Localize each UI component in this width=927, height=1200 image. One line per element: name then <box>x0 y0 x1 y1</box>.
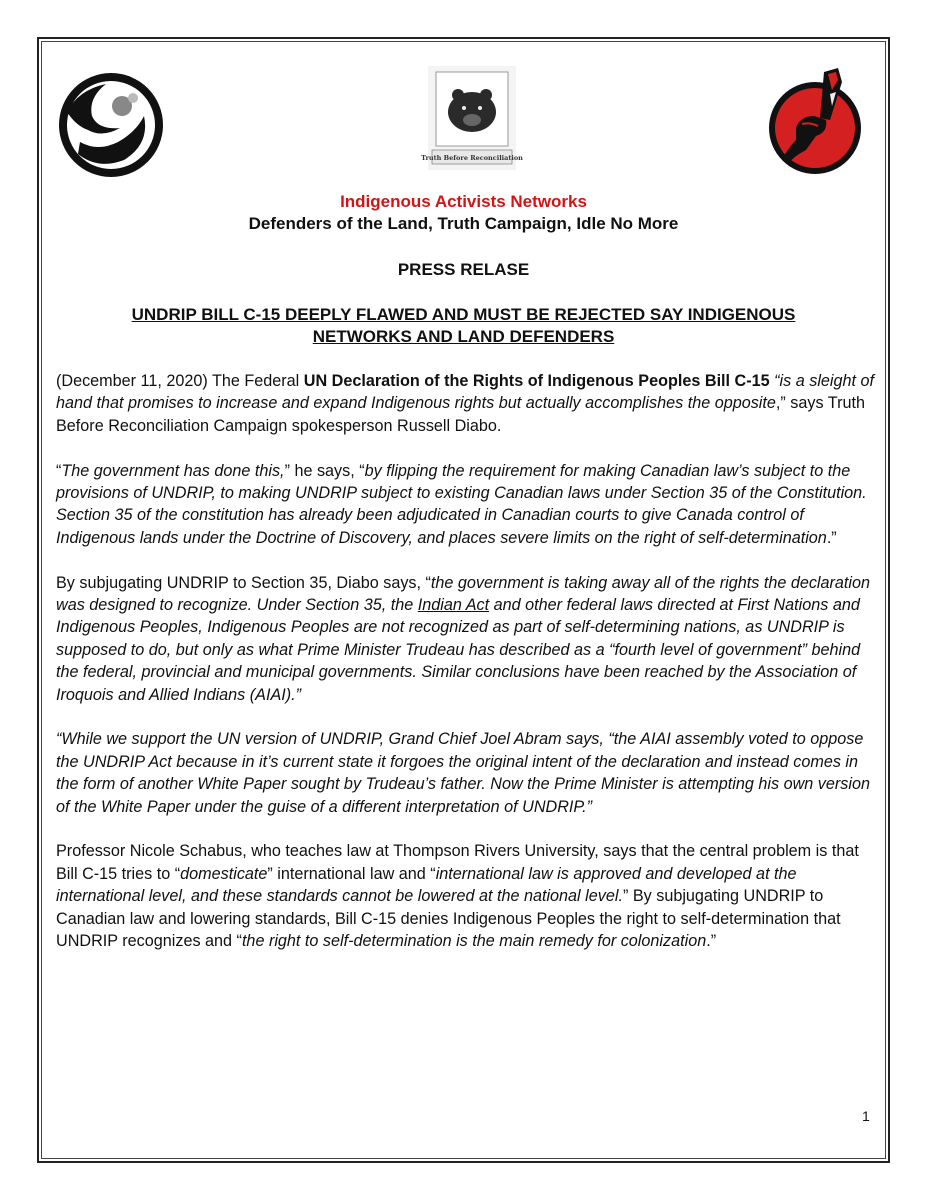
press-release-label: PRESS RELASE <box>397 260 530 279</box>
organization-title: Indigenous Activists Networks <box>340 192 587 211</box>
headline <box>41 304 886 348</box>
paragraph-1: (December 11, 2020) The Federal UN Declaration of the Rights of Indigenous Peoples Bill C-15 “is a sleight of hand that promises to increase and expand Indigenous rights but actually accomplishes the opposite,” says Truth Before Reconciliation Campaign spokesperson Russell Diabo. <box>56 372 875 435</box>
paragraph-2: “The government has done this,” he says, “by flipping the requirement for making Canadian law’s subject to the provisions of UNDRIP, to making UNDRIP subject to existing Canadian laws under Section 35 of the Constitution. Section 35 of the constitution has already been adjudicated in Canadian courts to give Canada control of Indigenous lands under the Doctrine of Discovery, and places severe limits on the right of self-determination.” <box>56 461 867 547</box>
paragraph-3: By subjugating UNDRIP to Section 35, Diabo says, “the government is taking away all of the rights the declaration was designed to recognize. Under Section 35, the Indian Act and other federal laws directed at First Nations and Indigenous Peoples, Indigenous Peoples are not recognized as part of self-determining nations, as UNDRIP is supposed to do, but only as what Prime Minister Trudeau has described as a “fourth level of government” behind the federal, provincial and municipal governments. Similar conclusions have been reached by the Association of Iroquois and Allied Indians (AIAI).” <box>56 573 871 704</box>
idle-no-more-logo <box>766 64 864 180</box>
logo-caption: Truth Before Reconciliation <box>421 154 523 162</box>
paragraph-5: Professor Nicole Schabus, who teaches law at Thompson Rivers University, says that the central problem is that Bill C-15 tries to “domesticate” international law and “international law is approved and developed at the international level, and these standards cannot be lowered at the national level.” By subjugating UNDRIP to Canadian law and lowering standards, Bill C-15 denies Indigenous Peoples the right to self-determination that UNDRIP recognizes and “the right to self-determination is the main remedy for colonization.” <box>56 842 859 951</box>
headline-line-2: NETWORKS AND LAND DEFENDERS <box>312 327 615 346</box>
article-body <box>56 370 876 975</box>
organization-subtitle: Defenders of the Land, Truth Campaign, Idle No More <box>248 214 679 233</box>
indian-act-link-text: Indian Act <box>417 596 490 615</box>
page-number: 1 <box>862 1108 870 1124</box>
paragraph-4: “While we support the UN version of UNDRIP, Grand Chief Joel Abram says, “the AIAI assembly voted to oppose the UNDRIP Act because in it’s current state it forgoes the original intent of the declaration and instead comes in the form of another White Paper sought by Trudeau’s father. Now the Prime Minister is attempting his own version of the White Paper under the guise of a different interpretation of UNDRIP.” <box>56 730 870 816</box>
headline-line-1: UNDRIP BILL C-15 DEEPLY FLAWED AND MUST BE REJECTED SAY INDIGENOUS <box>131 305 796 324</box>
defenders-of-the-land-logo <box>58 72 164 178</box>
truth-before-reconciliation-logo <box>421 66 523 170</box>
